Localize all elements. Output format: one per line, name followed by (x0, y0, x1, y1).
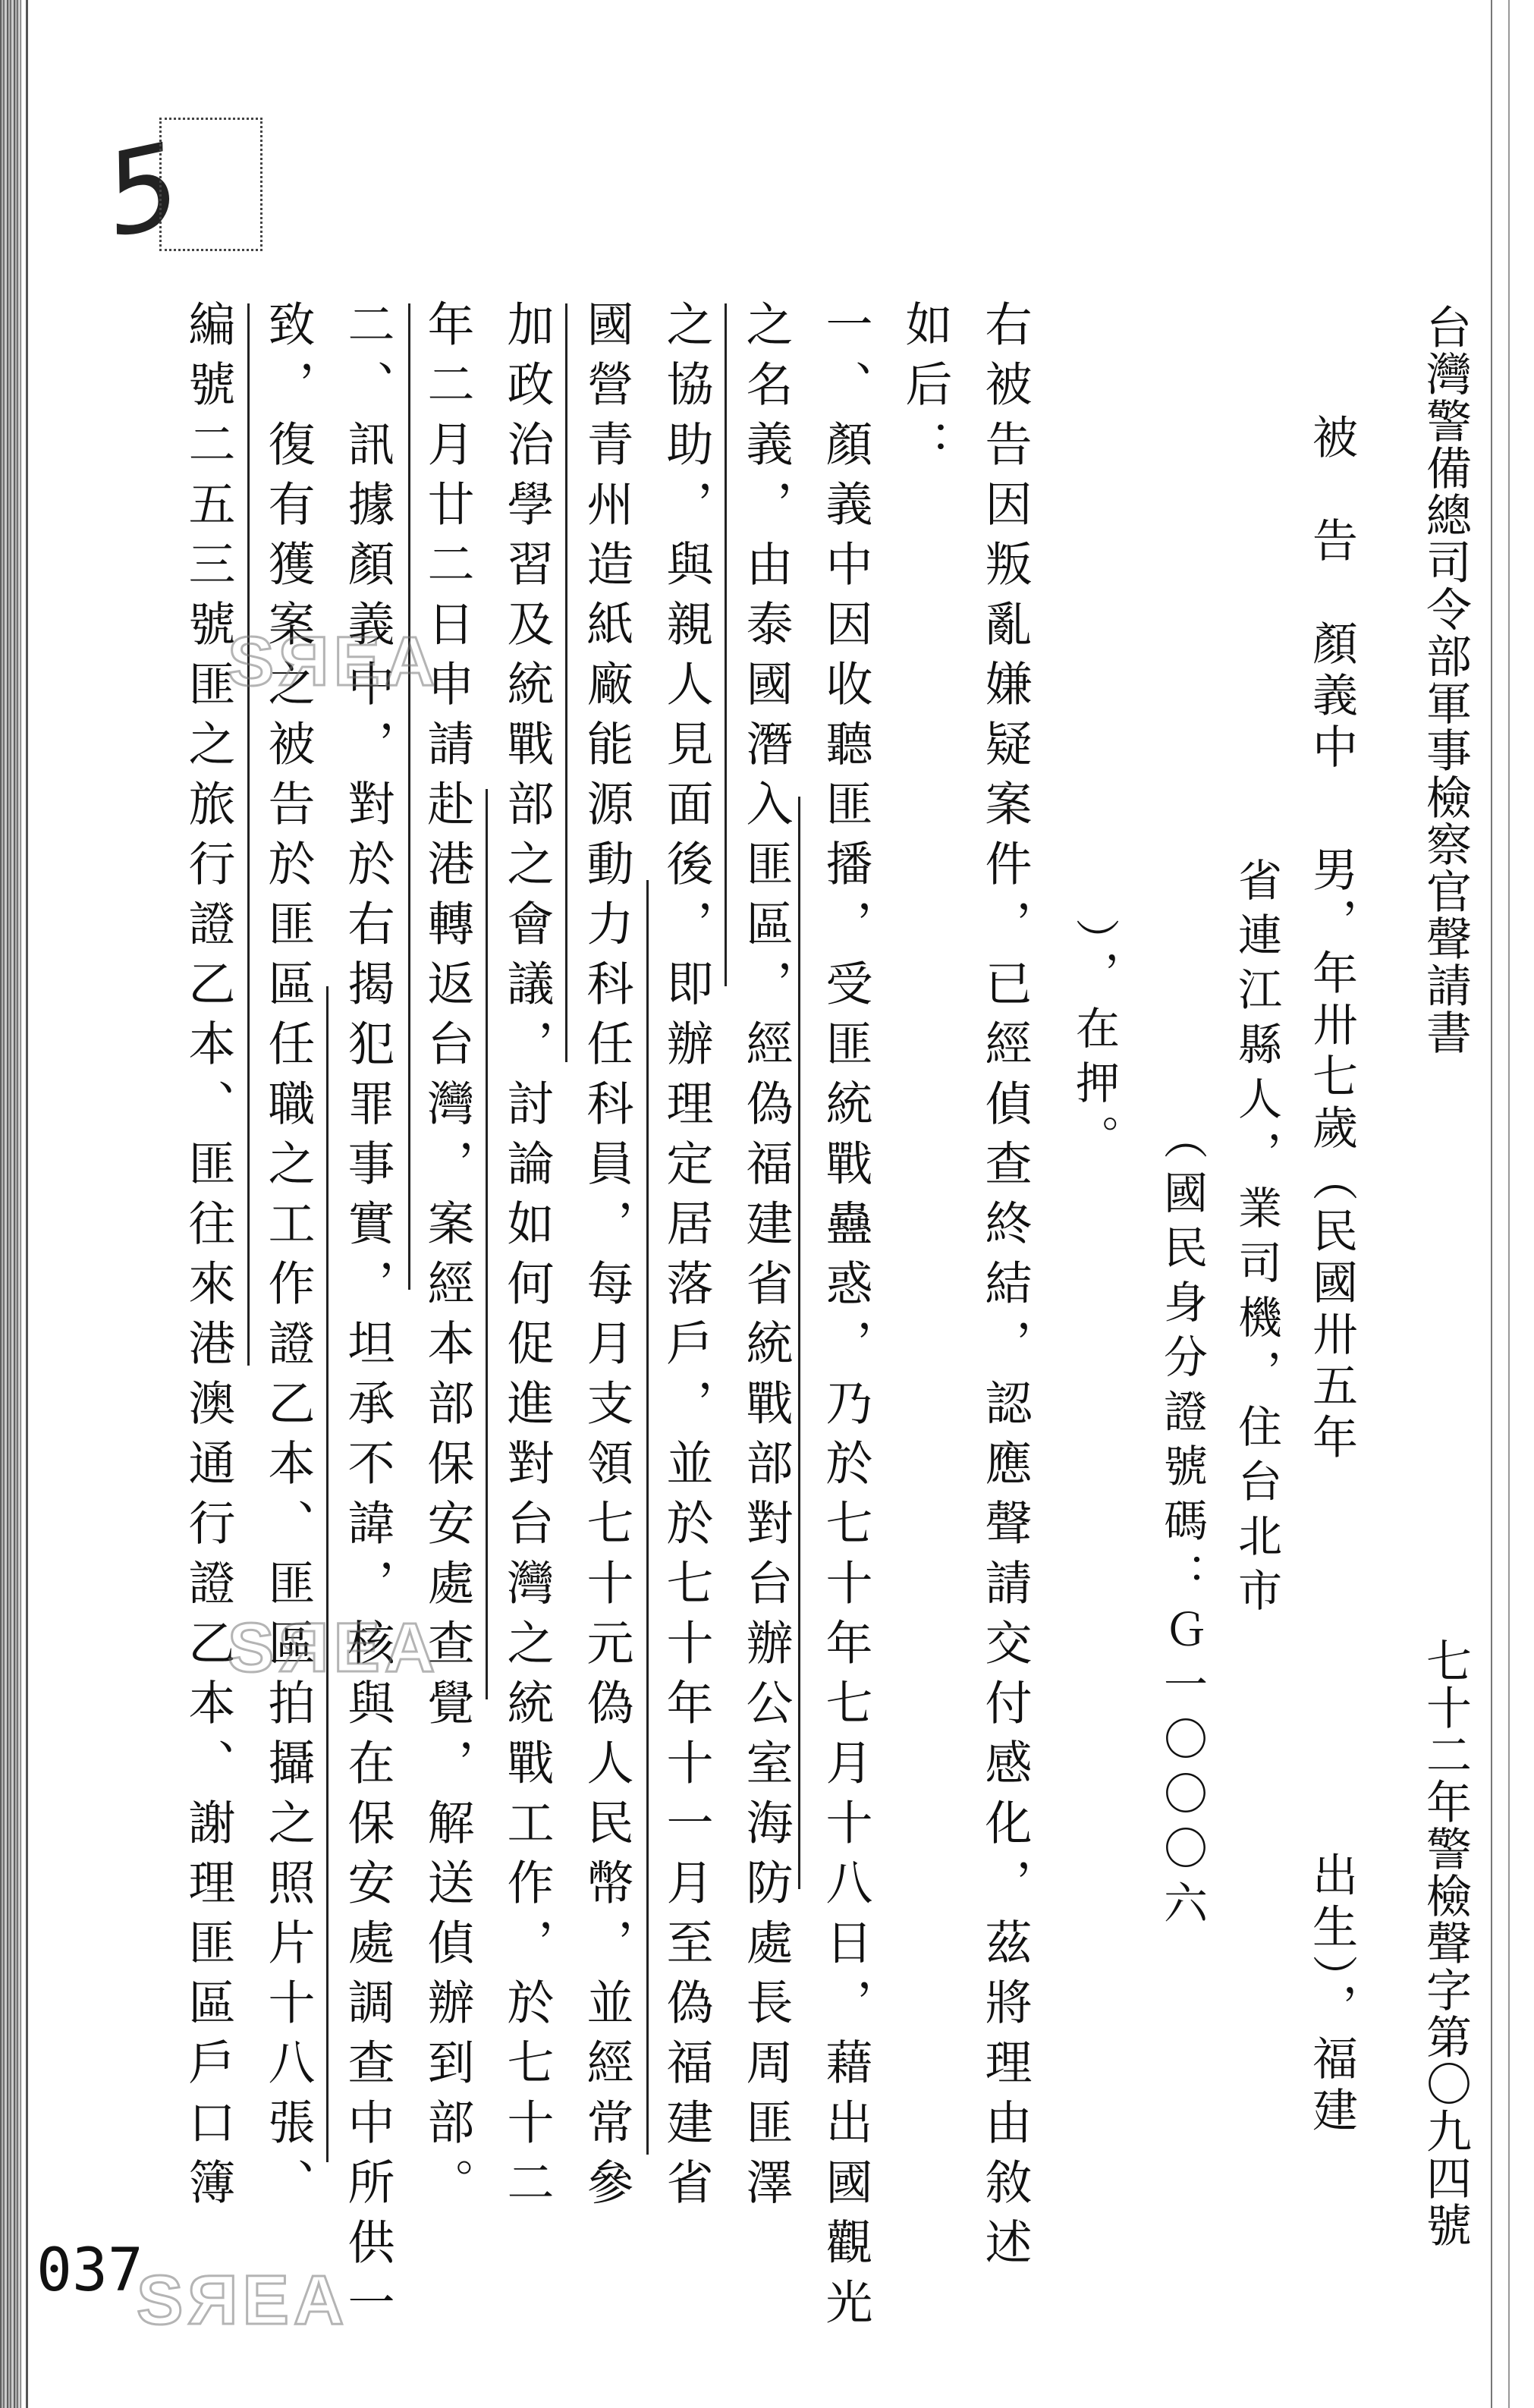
binding-edge (0, 0, 21, 2408)
underline-mark (565, 303, 567, 1062)
defendant-line-1b: 男，年卅七歲（民國卅五年 (1305, 846, 1358, 1465)
binding-line (26, 0, 28, 2408)
case-number: 七十二年警檢聲字第〇九四號 (1419, 1637, 1472, 2249)
body-column: 之協助，與親人見面後，即辦理定居落戶，並於七十年十一月至偽福建省 (659, 300, 714, 2218)
body-column: 國營青州造紙廠能源動力科任科員，每月支領七十元偽人民幣，並經常參 (579, 300, 634, 2218)
stamp (91, 118, 266, 315)
defendant-line-3: （國民身分證號碼：Ｇ一〇〇〇六 (1156, 1115, 1208, 1935)
body-column: 右被告因叛亂嫌疑案件，已經偵查終結，認應聲請交付感化，茲將理由敘述 (977, 300, 1033, 2278)
underline-mark (798, 797, 800, 1889)
body-column: 年二月廿二日申請赴港轉返台灣，案經本部保安處查覺，解送偵辦到部。 (420, 300, 475, 2218)
body-column: 二、訊據顏義中，對於右揭犯罪事實，坦承不諱，核與在保安處調查中所供一 (340, 300, 395, 2337)
stamp-box (159, 118, 262, 251)
right-edge-line (1491, 0, 1492, 2408)
defendant-line-4: ），在押。 (1068, 918, 1120, 1169)
defendant-line-1a: 被 告 顏義中 (1305, 413, 1358, 775)
body-column: 一、顏義中因收聽匪播，受匪統戰蠱惑，乃於七十年七月十八日，藉出國觀光 (818, 300, 873, 2337)
body-column: 致，復有獲案之被告於匪區任職之工作證乙本、匪區拍攝之照片十八張、 (260, 300, 316, 2218)
defendant-line-2: 省連江縣人，業司機，住台北市 (1231, 857, 1282, 1622)
underline-mark (486, 789, 488, 1699)
watermark: SЯEA (228, 1609, 440, 1687)
underline-mark (247, 303, 250, 1366)
defendant-line-1c: 出生），福建 (1305, 1851, 1358, 2138)
stamp-handwritten-mark: 5 (93, 118, 192, 264)
watermark: SЯEA (137, 2262, 349, 2339)
underline-mark (725, 303, 727, 986)
underline-mark (408, 303, 410, 1290)
document-title: 台灣警備總司令部軍事檢察官聲請書 (1419, 303, 1472, 1056)
watermark: SЯEA (228, 623, 440, 700)
body-column: 如后： (897, 300, 953, 479)
page-number: 037 (36, 2237, 143, 2305)
body-column: 編號二五三號匪之旅行證乙本、匪往來港澳通行證乙本、謝理匪區戶口簿 (181, 300, 236, 2218)
right-edge-line-outer (1508, 0, 1510, 2408)
body-column: 之名義，由泰國潛入匪區，經偽福建省統戰部對台辦公室海防處長周匪澤 (738, 300, 794, 2218)
underline-mark (326, 986, 328, 2162)
body-column: 加政治學習及統戰部之會議，討論如何促進對台灣之統戰工作，於七十二 (499, 300, 555, 2218)
underline-mark (646, 880, 649, 2155)
